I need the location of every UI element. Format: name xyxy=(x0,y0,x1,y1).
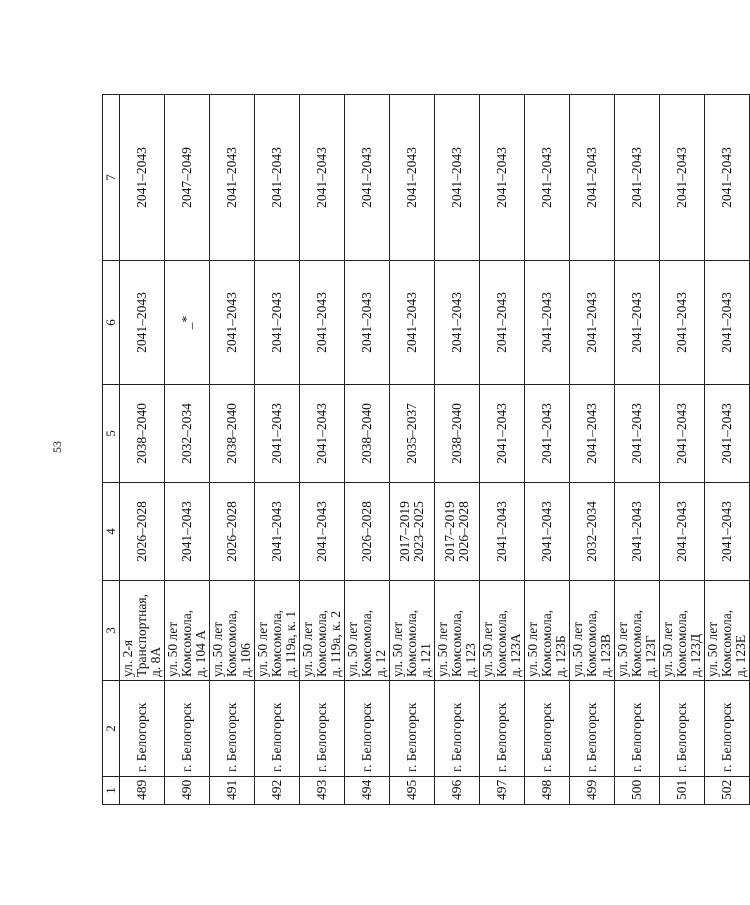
period-cell-6: 2041–2043 xyxy=(435,261,480,385)
period-cell-6: 2041–2043 xyxy=(210,261,255,385)
column-header: 4 xyxy=(103,483,120,581)
period-cell-7: 2041–2043 xyxy=(660,95,705,261)
column-header: 6 xyxy=(103,261,120,385)
address-line: ул. 50 лет Комсомола, xyxy=(210,609,239,677)
table-row xyxy=(255,95,300,805)
period-cell-7: 2041–2043 xyxy=(705,95,750,261)
row-number: 493 xyxy=(300,777,345,805)
period-line: 2026–2028 xyxy=(134,501,149,562)
address-cell xyxy=(255,581,300,681)
period-cell-6: 2041–2043 xyxy=(480,261,525,385)
column-header: 3 xyxy=(103,581,120,681)
city-cell: г. Белогорск xyxy=(615,681,660,777)
period-cell-7: 2041–2043 xyxy=(120,95,165,261)
page-number: 53 xyxy=(50,441,64,453)
column-header: 1 xyxy=(103,777,120,805)
table-row xyxy=(165,95,210,805)
header-row xyxy=(103,95,120,805)
city-cell: г. Белогорск xyxy=(390,681,435,777)
table-row xyxy=(390,95,435,805)
row-number: 492 xyxy=(255,777,300,805)
period-line: 2026–2028 xyxy=(456,501,471,562)
period-cell-6: 2041–2043 xyxy=(345,261,390,385)
period-cell-4 xyxy=(120,483,165,581)
period-cell-4 xyxy=(255,483,300,581)
period-line: 2017–2019 xyxy=(397,501,412,562)
period-line: 2041–2043 xyxy=(629,501,644,562)
table-row xyxy=(660,95,705,805)
period-cell-7: 2041–2043 xyxy=(210,95,255,261)
address-line: д. 8А xyxy=(148,646,163,677)
city-cell: г. Белогорск xyxy=(345,681,390,777)
period-cell-6: 2041–2043 xyxy=(660,261,705,385)
row-number: 490 xyxy=(165,777,210,805)
table-row xyxy=(120,95,165,805)
period-cell-7: 2041–2043 xyxy=(345,95,390,261)
address-line: д. 104 А xyxy=(193,630,208,677)
period-cell-5: 2041–2043 xyxy=(570,385,615,483)
row-number: 501 xyxy=(660,777,705,805)
period-cell-7: 2041–2043 xyxy=(300,95,345,261)
period-cell-4 xyxy=(570,483,615,581)
period-cell-7: 2041–2043 xyxy=(615,95,660,261)
period-cell-4 xyxy=(660,483,705,581)
address-line: д. 123Д xyxy=(688,633,703,677)
city-cell: г. Белогорск xyxy=(435,681,480,777)
city-cell: г. Белогорск xyxy=(705,681,750,777)
city-cell: г. Белогорск xyxy=(300,681,345,777)
period-line: 2023–2025 xyxy=(411,501,426,562)
address-cell xyxy=(300,581,345,681)
period-cell-6: 2041–2043 xyxy=(570,261,615,385)
period-cell-5: 2038–2040 xyxy=(435,385,480,483)
city-cell: г. Белогорск xyxy=(525,681,570,777)
address-line: д. 123Е xyxy=(733,634,748,677)
period-cell-7: 2041–2043 xyxy=(255,95,300,261)
row-number: 489 xyxy=(120,777,165,805)
period-cell-5: 2038–2040 xyxy=(210,385,255,483)
period-line: 2041–2043 xyxy=(719,501,734,562)
address-line: ул. 50 лет Комсомола, xyxy=(300,609,329,677)
period-cell-5: 2041–2043 xyxy=(525,385,570,483)
table-row xyxy=(345,95,390,805)
period-cell-4 xyxy=(615,483,660,581)
address-line: ул. 50 лет Комсомола, xyxy=(390,609,419,677)
address-line: ул. 50 лет Комсомола, xyxy=(165,609,194,677)
period-line: 2041–2043 xyxy=(314,501,329,562)
address-line: ул. 50 лет Комсомола, xyxy=(345,609,374,677)
address-line: д. 123 xyxy=(463,643,478,677)
column-header: 5 xyxy=(103,385,120,483)
row-number: 496 xyxy=(435,777,480,805)
address-line: д. 106 xyxy=(238,643,253,677)
period-line: 2041–2043 xyxy=(179,501,194,562)
period-cell-6: _* xyxy=(165,261,210,385)
period-cell-5: 2041–2043 xyxy=(480,385,525,483)
address-line: ул. 50 лет Комсомола, xyxy=(660,609,689,677)
city-cell: г. Белогорск xyxy=(120,681,165,777)
period-cell-4 xyxy=(480,483,525,581)
address-cell xyxy=(660,581,705,681)
period-cell-4 xyxy=(525,483,570,581)
period-cell-6: 2041–2043 xyxy=(705,261,750,385)
row-number: 494 xyxy=(345,777,390,805)
table-row xyxy=(300,95,345,805)
table-row xyxy=(435,95,480,805)
table-row xyxy=(210,95,255,805)
city-cell: г. Белогорск xyxy=(480,681,525,777)
city-cell: г. Белогорск xyxy=(255,681,300,777)
row-number: 500 xyxy=(615,777,660,805)
address-cell xyxy=(345,581,390,681)
period-cell-4 xyxy=(435,483,480,581)
period-line: 2041–2043 xyxy=(674,501,689,562)
row-number: 495 xyxy=(390,777,435,805)
period-cell-7: 2047–2049 xyxy=(165,95,210,261)
period-line: 2041–2043 xyxy=(269,501,284,562)
period-line: 2041–2043 xyxy=(539,501,554,562)
address-line: д. 12 xyxy=(373,649,388,677)
period-line: 2026–2028 xyxy=(224,501,239,562)
address-line: ул. 50 лет Комсомола, xyxy=(480,609,509,677)
period-cell-5: 2032–2034 xyxy=(165,385,210,483)
column-header: 2 xyxy=(103,681,120,777)
period-cell-5: 2035–2037 xyxy=(390,385,435,483)
period-cell-4 xyxy=(300,483,345,581)
address-cell xyxy=(390,581,435,681)
address-cell xyxy=(435,581,480,681)
city-cell: г. Белогорск xyxy=(165,681,210,777)
column-header: 7 xyxy=(103,95,120,261)
period-cell-7: 2041–2043 xyxy=(435,95,480,261)
period-cell-7: 2041–2043 xyxy=(480,95,525,261)
address-cell xyxy=(525,581,570,681)
address-line: д. 121 xyxy=(418,643,433,677)
period-cell-4 xyxy=(210,483,255,581)
period-cell-5: 2038–2040 xyxy=(120,385,165,483)
table-row xyxy=(570,95,615,805)
address-line: д. 123Б xyxy=(553,635,568,677)
address-cell xyxy=(615,581,660,681)
row-number: 498 xyxy=(525,777,570,805)
period-cell-5: 2038–2040 xyxy=(345,385,390,483)
period-cell-5: 2041–2043 xyxy=(615,385,660,483)
address-cell xyxy=(210,581,255,681)
period-cell-5: 2041–2043 xyxy=(660,385,705,483)
schedule-table xyxy=(102,94,750,805)
address-line: д. 119а, к. 2 xyxy=(328,610,343,677)
table-row xyxy=(615,95,660,805)
address-line: д. 123В xyxy=(598,634,613,677)
table-row xyxy=(480,95,525,805)
period-cell-6: 2041–2043 xyxy=(525,261,570,385)
row-number: 502 xyxy=(705,777,750,805)
table-row xyxy=(525,95,570,805)
address-line: д. 123А xyxy=(508,633,523,677)
city-cell: г. Белогорск xyxy=(570,681,615,777)
period-cell-4 xyxy=(165,483,210,581)
row-number: 491 xyxy=(210,777,255,805)
period-cell-6: 2041–2043 xyxy=(615,261,660,385)
address-cell xyxy=(570,581,615,681)
address-cell xyxy=(120,581,165,681)
schedule-table-container xyxy=(102,95,748,805)
period-cell-4 xyxy=(345,483,390,581)
period-cell-5: 2041–2043 xyxy=(705,385,750,483)
period-cell-4 xyxy=(390,483,435,581)
period-cell-5: 2041–2043 xyxy=(255,385,300,483)
period-cell-6: 2041–2043 xyxy=(255,261,300,385)
period-cell-7: 2041–2043 xyxy=(390,95,435,261)
period-cell-7: 2041–2043 xyxy=(570,95,615,261)
table-row xyxy=(705,95,750,805)
address-line: ул. 50 лет Комсомола, xyxy=(255,609,284,677)
row-number: 497 xyxy=(480,777,525,805)
period-cell-5: 2041–2043 xyxy=(300,385,345,483)
address-line: ул. 2-я Транспортная, xyxy=(120,594,149,677)
address-line: д. 119а, к. 1 xyxy=(283,610,298,677)
address-line: ул. 50 лет Комсомола, xyxy=(705,609,734,677)
period-line: 2017–2019 xyxy=(442,501,457,562)
period-cell-4 xyxy=(705,483,750,581)
address-line: д. 123Г xyxy=(643,635,658,677)
city-cell: г. Белогорск xyxy=(210,681,255,777)
table-body xyxy=(103,95,750,805)
period-cell-6: 2041–2043 xyxy=(390,261,435,385)
address-line: ул. 50 лет Комсомола, xyxy=(570,609,599,677)
period-line: 2032–2034 xyxy=(584,501,599,562)
row-number: 499 xyxy=(570,777,615,805)
address-cell xyxy=(480,581,525,681)
period-line: 2041–2043 xyxy=(494,501,509,562)
period-cell-6: 2041–2043 xyxy=(120,261,165,385)
period-cell-6: 2041–2043 xyxy=(300,261,345,385)
period-cell-7: 2041–2043 xyxy=(525,95,570,261)
address-line: ул. 50 лет Комсомола, xyxy=(435,609,464,677)
address-line: ул. 50 лет Комсомола, xyxy=(615,609,644,677)
address-cell xyxy=(165,581,210,681)
address-line: ул. 50 лет Комсомола, xyxy=(525,609,554,677)
period-line: 2026–2028 xyxy=(359,501,374,562)
address-cell xyxy=(705,581,750,681)
city-cell: г. Белогорск xyxy=(660,681,705,777)
